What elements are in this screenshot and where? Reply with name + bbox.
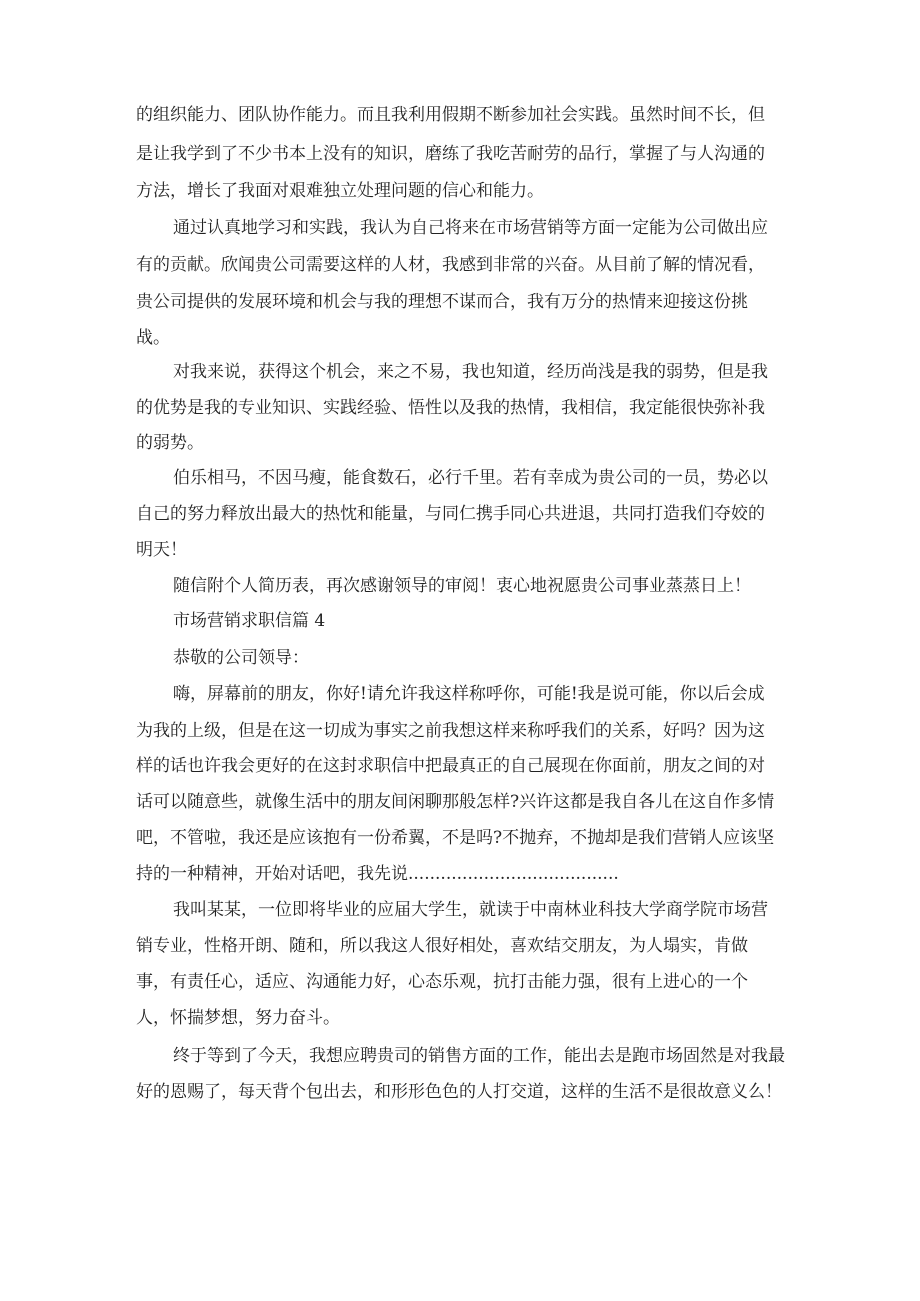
text-line: 人，怀揣梦想，努力奋斗。 [136,1008,340,1028]
salutation: 恭敬的公司领导： [173,648,309,668]
paragraph-first-line: 随信附个人简历表，再次感谢领导的审阅！衷心地祝愿贵公司事业蒸蒸日上！ [173,576,751,596]
text-line: 方法，增长了我面对艰难独立处理问题的信心和能力。 [136,181,544,201]
text-line: 贵公司提供的发展环境和机会与我的理想不谋而合，我有万分的热情来迎接这份挑 [136,292,748,312]
text-line: 自己的努力释放出最大的热忱和能量，与同仁携手同心共进退，共同打造我们夺姣的 [136,504,765,524]
text-line: 持的一种精神，开始对话吧，我先说....................................... [136,864,619,884]
text-line: 样的话也许我会更好的在这封求职信中把最真正的自己展现在你面前，朋友之间的对 [136,756,765,776]
paragraph-first-line: 终于等到了今天，我想应聘贵司的销售方面的工作，能出去是跑市场固然是对我最 [173,1046,785,1066]
text-line: 的组织能力、团队协作能力。而且我利用假期不断参加社会实践。虽然时间不长，但 [136,105,765,125]
text-line: 好的恩赐了，每天背个包出去，和形形色色的人打交道，这样的生活不是很故意义么！ [136,1082,782,1102]
text-line: 的弱势。 [136,433,204,453]
text-line: 销专业，性格开朗、随和，所以我这人很好相处，喜欢结交朋友，为人塌实，肯做 [136,936,748,956]
text-line: 为我的上级，但是在这一切成为事实之前我想这样来称呼我们的关系，好吗？因为这 [136,721,765,741]
text-line: 的优势是我的专业知识、实践经验、悟性以及我的热情，我相信，我定能很快弥补我 [136,398,765,418]
text-line: 话可以随意些，就像生活中的朋友间闲聊那般怎样?兴许这都是我自各儿在这自作多情 [136,792,775,812]
paragraph-first-line: 我叫某某，一位即将毕业的应届大学生，就读于中南林业科技大学商学院市场营 [173,900,768,920]
text-line: 明天！ [136,540,187,560]
text-line: 吧，不管啦，我还是应该抱有一份希翼，不是吗?不抛弃，不抛却是我们营销人应该坚 [136,828,775,848]
paragraph-first-line: 通过认真地学习和实践，我认为自己将来在市场营销等方面一定能为公司做出应 [173,218,768,238]
text-line: 战。 [136,328,170,348]
text-line: 是让我学到了不少书本上没有的知识，磨练了我吃苦耐劳的品行，掌握了与人沟通的 [136,144,765,164]
text-line: 有的贡献。欣闻贵公司需要这样的人材，我感到非常的兴奋。从目前了解的情况看， [136,255,765,275]
paragraph-first-line: 嗨，屏幕前的朋友，你好!请允许我这样称呼你，可能!我是说可能，你以后会成 [173,684,765,704]
paragraph-first-line: 对我来说，获得这个机会，来之不易，我也知道，经历尚浅是我的弱势，但是我 [173,362,768,382]
text-line: 事，有责任心，适应、沟通能力好，心态乐观，抗打击能力强，很有上进心的一个 [136,972,748,992]
paragraph-first-line: 伯乐相马，不因马瘦，能食数石，必行千里。若有幸成为贵公司的一员，势必以 [173,468,768,488]
section-heading: 市场营销求职信篇 4 [173,611,326,631]
